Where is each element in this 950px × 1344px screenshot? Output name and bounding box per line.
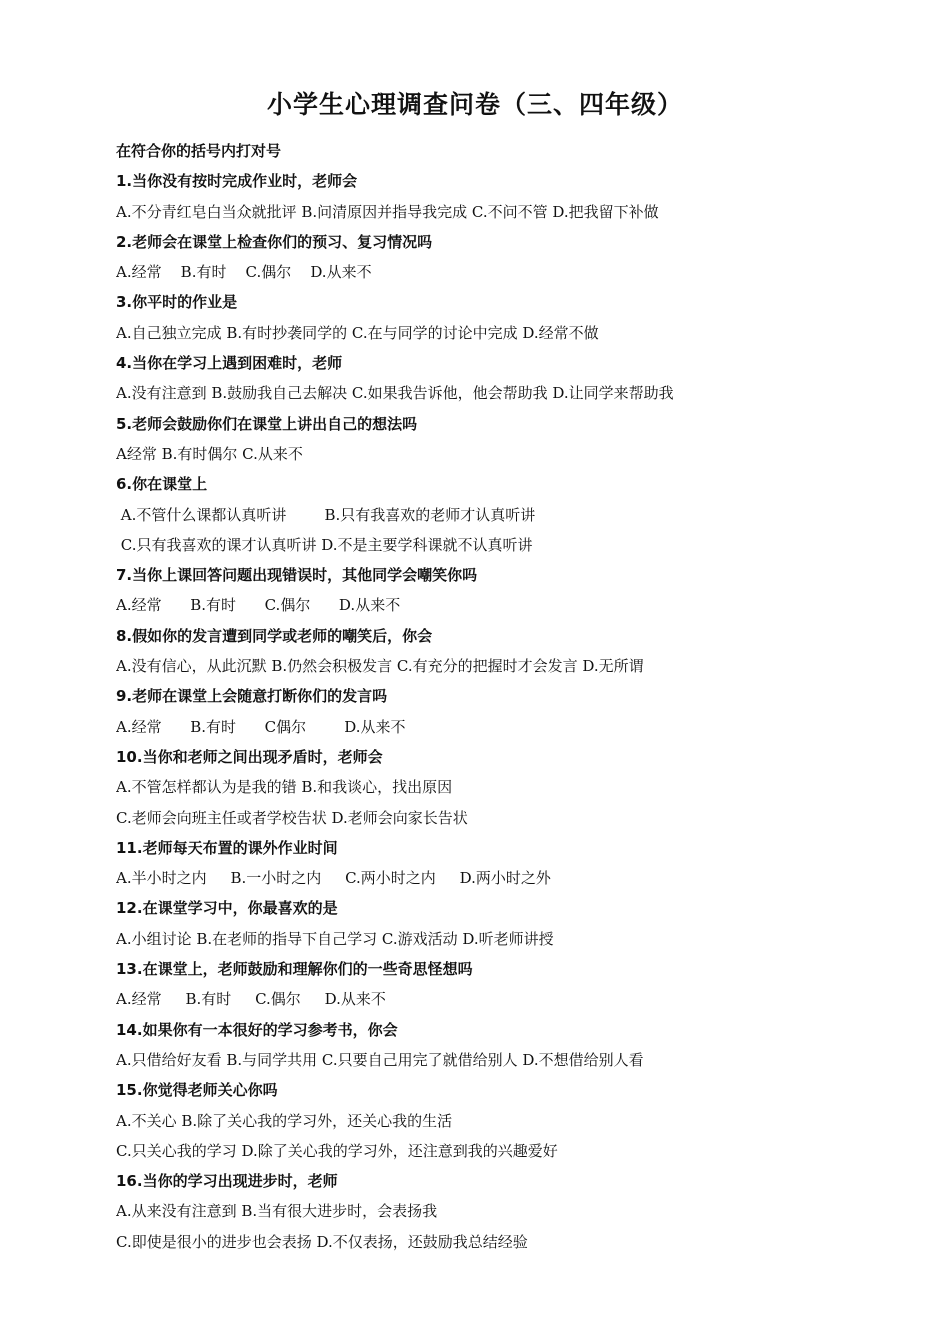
questionnaire-body	[116, 136, 876, 1257]
question-10-options: C.老师会向班主任或者学校告状 D.老师会向家长告状	[116, 808, 468, 827]
question-15: 15.你觉得老师关心你吗	[116, 1081, 278, 1100]
question-4: 4.当你在学习上遇到困难时，老师	[116, 354, 343, 373]
question-11-options: A.半小时之内 B.一小时之内 C.两小时之内 D.两小时之外	[116, 869, 551, 888]
question-1-options: A.不分青红皂白当众就批评 B.问清原因并指导我完成 C.不问不管 D.把我留下补做	[116, 202, 659, 221]
question-3-options: A.自己独立完成 B.有时抄袭同学的 C.在与同学的讨论中完成 D.经常不做	[116, 323, 599, 342]
question-2: 2.老师会在课堂上检查你们的预习、复习情况吗	[116, 232, 433, 251]
question-2-options: A.经常 B.有时 C.偶尔 D.从来不	[116, 263, 372, 282]
question-16-options: C.即使是很小的进步也会表扬 D.不仅表扬，还鼓励我总结经验	[116, 1232, 528, 1251]
question-14: 14.如果你有一本很好的学习参考书，你会	[116, 1020, 398, 1039]
question-12: 12.在课堂学习中，你最喜欢的是	[116, 899, 338, 918]
question-6-options: A.不管什么课都认真听讲 B.只有我喜欢的老师才认真听讲	[116, 505, 536, 524]
instruction-text: 在符合你的括号内打对号	[116, 142, 282, 160]
question-7-options: A.经常 B.有时 C.偶尔 D.从来不	[116, 596, 401, 615]
question-15-options: C.只关心我的学习 D.除了关心我的学习外，还注意到我的兴趣爱好	[116, 1141, 558, 1160]
question-6-options: C.只有我喜欢的课才认真听讲 D.不是主要学科课就不认真听讲	[116, 535, 533, 554]
question-13: 13.在课堂上，老师鼓励和理解你们的一些奇思怪想吗	[116, 960, 473, 979]
question-1: 1.当你没有按时完成作业时，老师会	[116, 172, 358, 191]
question-5-options: A经常 B.有时偶尔 C.从来不	[116, 444, 303, 463]
question-13-options: A.经常 B.有时 C.偶尔 D.从来不	[116, 990, 386, 1009]
question-10-options: A.不管怎样都认为是我的错 B.和我谈心，找出原因	[116, 778, 453, 797]
question-4-options: A.没有注意到 B.鼓励我自己去解决 C.如果我告诉他，他会帮助我 D.让同学来帮助我	[116, 384, 674, 403]
question-15-options: A.不关心 B.除了关心我的学习外，还关心我的生活	[116, 1111, 453, 1130]
question-3: 3.你平时的作业是	[116, 293, 238, 312]
question-12-options: A.小组讨论 B.在老师的指导下自己学习 C.游戏活动 D.听老师讲授	[116, 929, 554, 948]
question-16-options: A.从来没有注意到 B.当有很大进步时，会表扬我	[116, 1202, 438, 1221]
question-11: 11.老师每天布置的课外作业时间	[116, 838, 338, 857]
question-16: 16.当你的学习出现进步时，老师	[116, 1172, 338, 1191]
question-10: 10.当你和老师之间出现矛盾时，老师会	[116, 747, 383, 766]
question-9-options: A.经常 B.有时 C偶尔 D.从来不	[116, 717, 406, 736]
question-8: 8.假如你的发言遭到同学或老师的嘲笑后，你会	[116, 626, 433, 645]
question-7: 7.当你上课回答问题出现错误时，其他同学会嘲笑你吗	[116, 566, 478, 585]
question-9: 9.老师在课堂上会随意打断你们的发言吗	[116, 687, 388, 706]
question-14-options: A.只借给好友看 B.与同学共用 C.只要自己用完了就借给别人 D.不想借给别人看	[116, 1050, 644, 1069]
question-6: 6.你在课堂上	[116, 475, 208, 494]
question-5: 5.老师会鼓励你们在课堂上讲出自己的想法吗	[116, 414, 418, 433]
question-8-options: A.没有信心，从此沉默 B.仍然会积极发言 C.有充分的把握时才会发言 D.无所谓	[116, 657, 644, 676]
document-title: 小学生心理调查问卷（三、四年级）	[266, 90, 683, 119]
